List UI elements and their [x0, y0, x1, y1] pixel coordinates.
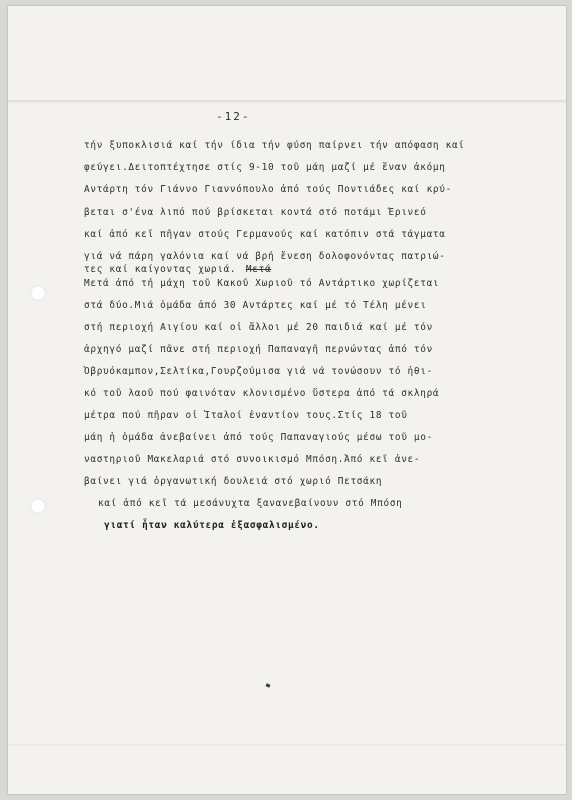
text-line: γιά νά πάρη γαλόνια καί νά βρή ἔνεση δολοφονόντας πατριώ- — [84, 251, 446, 262]
text-line: μέτρα πού πῆραν οἱ Ἰταλοί ἐναντίον τους.Στίς 18 τοῦ — [84, 410, 408, 421]
page-number: -12- — [216, 110, 251, 123]
text-line: βαίνει γιά ὀργανωτική δουλειά στό χωριό Πετσάκη — [84, 476, 383, 487]
text-line: τήν ξυποκλισιά καί τήν ίδια τήν φύση παίρνει τήν απόφαση καί — [84, 140, 465, 151]
ink-mark — [266, 683, 271, 687]
text-line: Μετά ἀπό τή μάχη τοῦ Κακοῦ Χωριοῦ τό Αντάρτικο χωρίζεται — [84, 278, 440, 289]
text-line: βεται σ'ένα λιπό πού βρίσκεται κοντά στό ποτάμι Έρινεό — [84, 207, 427, 218]
text-line: ἀρχηγό μαζί πᾶνε στή περιοχή Παπαναγῆ περνώντας ἀπό τόν — [84, 344, 433, 355]
text-line: Αντάρτη τόν Γιάννο Γιαννόπουλο ἀπό τούς Ποντιάδες καί κρύ- — [84, 184, 452, 195]
text-line: στά δύο.Μιά ὁμάδα ἀπό 30 Αντάρτες καί μέ τό Τέλη μένει — [84, 300, 427, 311]
punch-hole-top — [30, 285, 46, 301]
document-page — [8, 6, 566, 794]
text-line: γιατί ἦταν καλύτερα ἐξασφαλισμένο. — [104, 520, 320, 531]
text-line: Ὀβρυόκαμπον,Σελτίκα,Γουρζούμισα γιά νά τονώσουν τό ἠθι- — [84, 366, 433, 377]
line-with-struck-word — [84, 257, 271, 276]
text-line: ναστηριοῦ Μακελαριά στό συνοικισμό Μπόση.Ἀπό κεῖ ἀνε- — [84, 454, 421, 465]
text-line: μάη ἡ ὁμάδα ἀνεβαίνει ἀπό τούς Παπαναγιούς μέσω τοῦ μο- — [84, 432, 433, 443]
struck-text: Μετά — [245, 264, 272, 275]
text-line: καί ἀπό κεῖ πῆγαν στούς Γερμανούς καί κατόπιν στά τάγματα — [84, 229, 446, 240]
text-line: καί ἀπό κεῖ τά μεσάνυχτα ξανανεβαίνουν στό Μπόση — [98, 498, 403, 509]
text-line: τες καί καίγοντας χωριά. — [84, 264, 237, 275]
text-line: κό τοῦ λαοῦ πού φαινόταν κλονισμένο ὕστερα ἀπό τά σκληρά — [84, 388, 440, 399]
fold-line-bottom — [8, 744, 566, 746]
punch-hole-bottom — [30, 498, 46, 514]
fold-line-top — [8, 100, 566, 103]
text-line: φεύγει.Δειτοπτέχτησε στίς 9-10 τοῦ μάη μαζί μέ ἕναν ἀκόμη — [84, 162, 446, 173]
text-line: στή περιοχή Αιγίου καί οἱ ἄλλοι μέ 20 παιδιά καί μέ τόν — [84, 322, 433, 333]
